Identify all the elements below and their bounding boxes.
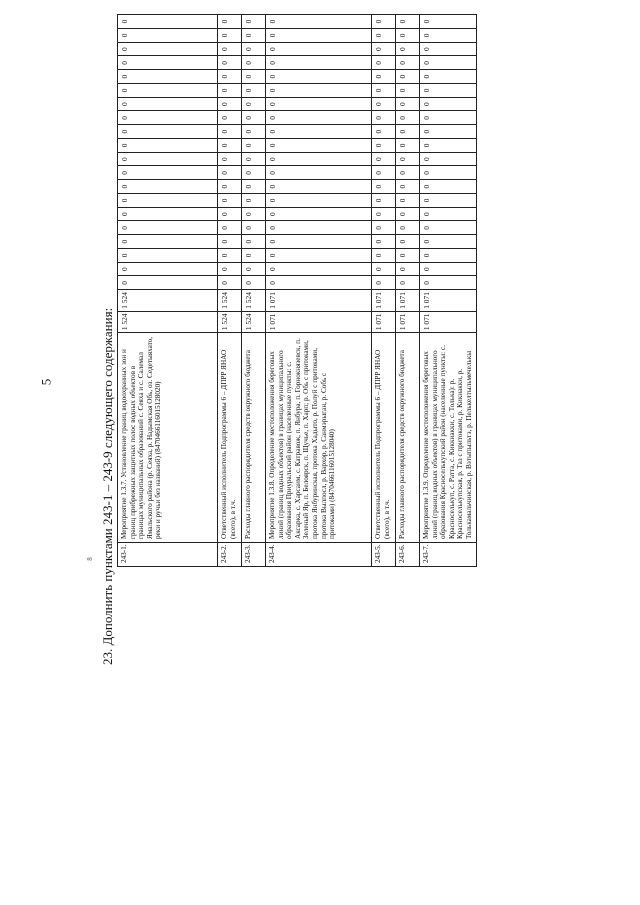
value-cell: 0 [118, 138, 217, 152]
value-cell: 0 [118, 152, 217, 166]
value-cell: 0 [420, 221, 476, 235]
value-cell: 0 [420, 138, 476, 152]
value-cell: 1 524 [244, 313, 253, 331]
row-values [118, 15, 218, 333]
value-cell: 0 [218, 193, 241, 207]
value-cell: 0 [372, 262, 395, 276]
value-cell: 0 [242, 152, 265, 166]
value-cell: 0 [266, 111, 371, 125]
value-cell: 1 071 [420, 290, 476, 311]
value-cell: 0 [420, 70, 476, 84]
value-cell: 0 [396, 97, 419, 111]
value-cell: 0 [372, 56, 395, 70]
table-row [420, 15, 477, 567]
value-cell: 0 [118, 276, 217, 290]
value-cell: 0 [218, 70, 241, 84]
page-number: 5 [38, 378, 54, 386]
value-cell: 0 [118, 193, 217, 207]
value-cell: 0 [420, 97, 476, 111]
value-cell: 0 [242, 15, 265, 28]
value-cell: 0 [218, 152, 241, 166]
value-cell: 0 [218, 83, 241, 97]
value-cell: 0 [118, 15, 217, 28]
value-cell: 0 [218, 276, 241, 290]
row-number: 243-4. [266, 543, 372, 567]
value-cell: 0 [420, 42, 476, 56]
value-cell: 0 [266, 42, 371, 56]
row-description: Расходы главного распорядителя средств окружного бюджета [396, 333, 420, 543]
value-cell: 1 071 [268, 313, 277, 331]
budget-table [117, 14, 477, 567]
row-values [218, 15, 242, 333]
table-row [218, 15, 242, 567]
value-cell: 0 [420, 180, 476, 194]
rotated-table-container [117, 15, 473, 567]
value-cell: 0 [396, 166, 419, 180]
value-cell: 0 [372, 97, 395, 111]
value-cell: 0 [218, 97, 241, 111]
section-heading: 23. Дополнить пунктами 243-1 – 243-9 следующего содержания: [100, 307, 115, 665]
value-cell: 0 [266, 56, 371, 70]
value-cell: 0 [118, 180, 217, 194]
row-description: Мероприятие 1.3.7. Установление границ водоохранных зон и границ прибрежных защитных полос водных объектов в границах муниципальных образований с. Сеяха и с. Салемал Ямальского района (р. Сеяха, р. Надымская Обь, оз. Седетыяхато, реки и ручьи без названий) (8470466116015128020) [118, 333, 218, 543]
value-cell: 0 [396, 70, 419, 84]
value-cell: 0 [242, 56, 265, 70]
value-cell: 0 [266, 28, 371, 42]
table-row [242, 15, 266, 567]
value-cell: 0 [266, 180, 371, 194]
row-number: 243-5. [372, 543, 396, 567]
table-row [266, 15, 372, 567]
value-cell: 0 [266, 221, 371, 235]
value-cell: 0 [242, 276, 265, 290]
value-cell: 0 [242, 166, 265, 180]
row-number: 243-2. [218, 543, 242, 567]
value-cell: 0 [118, 56, 217, 70]
row-values [396, 15, 420, 333]
value-cell: 0 [420, 262, 476, 276]
value-cell: 0 [266, 262, 371, 276]
value-cell: 0 [266, 248, 371, 262]
value-cell: 0 [396, 28, 419, 42]
value-cell: 0 [420, 15, 476, 28]
value-cell: 0 [218, 125, 241, 139]
value-cell: 0 [396, 111, 419, 125]
value-cell: 0 [242, 262, 265, 276]
value-cell: 0 [372, 207, 395, 221]
value-cell: 0 [118, 166, 217, 180]
value-cell: 0 [266, 235, 371, 249]
value-cell: 0 [396, 42, 419, 56]
value-cell: 0 [242, 193, 265, 207]
value-cell: 0 [266, 152, 371, 166]
value-cell: 0 [218, 28, 241, 42]
row-number: 243-3. [242, 543, 266, 567]
value-cell: 0 [266, 125, 371, 139]
value-cell: 0 [396, 276, 419, 290]
value-cell: 1 524 [218, 290, 241, 311]
value-cell: 0 [218, 56, 241, 70]
value-cell: 0 [396, 248, 419, 262]
value-cell: 0 [420, 276, 476, 290]
row-number: 243-1. [118, 543, 218, 567]
value-cell: 0 [242, 83, 265, 97]
value-cell: 0 [218, 180, 241, 194]
value-cell: 0 [396, 152, 419, 166]
value-cell: 0 [372, 111, 395, 125]
value-cell: 0 [396, 180, 419, 194]
value-cell: 0 [118, 221, 217, 235]
value-cell: 0 [372, 28, 395, 42]
row-values [372, 15, 396, 333]
value-cell: 0 [118, 235, 217, 249]
value-cell: 0 [396, 193, 419, 207]
value-cell: 0 [266, 70, 371, 84]
value-cell: 0 [242, 207, 265, 221]
value-cell: 0 [372, 248, 395, 262]
value-cell: 1 524 [242, 290, 265, 311]
value-cell: 0 [118, 42, 217, 56]
row-values [242, 15, 266, 333]
value-cell: 1 071 [422, 313, 431, 331]
value-cell: 0 [396, 56, 419, 70]
value-cell: 0 [218, 262, 241, 276]
value-cell: 0 [266, 83, 371, 97]
value-cell: 0 [118, 262, 217, 276]
row-number: 243-7. [420, 543, 477, 567]
value-cell: 0 [118, 248, 217, 262]
value-cell: 0 [420, 193, 476, 207]
page-stamp: 8 [85, 557, 94, 561]
value-cell: 0 [420, 166, 476, 180]
value-cell: 0 [266, 166, 371, 180]
value-cell: 0 [218, 138, 241, 152]
value-cell: 1 071 [372, 290, 395, 311]
value-cell: 0 [242, 138, 265, 152]
value-cell: 0 [420, 125, 476, 139]
value-cell: 0 [372, 138, 395, 152]
value-cell: 0 [372, 83, 395, 97]
row-description: Ответственный исполнитель Подпрограммы 6 – ДПРР ЯНАО (всего), в т.ч. [218, 333, 242, 543]
value-cell: 0 [420, 248, 476, 262]
value-cell: 0 [372, 152, 395, 166]
value-cell: 0 [242, 111, 265, 125]
value-cell: 0 [396, 83, 419, 97]
value-cell: 0 [396, 262, 419, 276]
value-cell: 0 [218, 207, 241, 221]
value-cell: 0 [372, 125, 395, 139]
row-description: Мероприятие 1.3.8. Определение местоположения береговых линий (границ водных объектов) в границах муниципального образования Приуральский район (населенные пункты: с. Аксарка, с. Харсаим, с. Катравож, п. Янбура, п. Горнокнязевск, п. Зеленый Яр, п. Белоярск, п. Щучье, п. Харп; р. Обь с притоками, протока Янбуринская, протока Хадыто, р. Полуй с притоками, протока Вылпосл, р. Вархор, р. Санмэрыган, р. Собь с притоками) (8470466116015128040) [266, 333, 372, 543]
value-cell: 0 [420, 28, 476, 42]
value-cell: 0 [118, 125, 217, 139]
value-cell: 0 [396, 207, 419, 221]
value-cell: 0 [242, 248, 265, 262]
value-cell: 0 [396, 235, 419, 249]
value-cell: 0 [242, 70, 265, 84]
value-cell: 0 [242, 28, 265, 42]
value-cell: 1 524 [118, 290, 217, 311]
value-cell: 0 [420, 56, 476, 70]
value-cell: 0 [242, 235, 265, 249]
value-cell: 0 [396, 221, 419, 235]
value-cell: 0 [266, 138, 371, 152]
value-cell: 0 [420, 83, 476, 97]
value-cell: 0 [242, 180, 265, 194]
value-cell: 0 [242, 221, 265, 235]
row-description: Расходы главного распорядителя средств окружного бюджета [242, 333, 266, 543]
value-cell: 1 524 [120, 313, 129, 331]
value-cell: 0 [372, 15, 395, 28]
value-cell: 0 [242, 97, 265, 111]
value-cell: 0 [372, 193, 395, 207]
value-cell: 0 [266, 207, 371, 221]
row-values [266, 15, 372, 333]
value-cell: 0 [242, 42, 265, 56]
value-cell: 0 [372, 276, 395, 290]
value-cell: 1 524 [220, 313, 229, 331]
table-row [372, 15, 396, 567]
value-cell: 0 [420, 152, 476, 166]
value-cell: 0 [372, 235, 395, 249]
row-number: 243-6. [396, 543, 420, 567]
row-description: Мероприятие 1.3.9. Определение местоположения береговых линий (границ водных объектов) в границах муниципального образования Красноселькупский район (населенные пункты: с. Красноселькуп, с. Ратта, с. Киккиакки, с. Толька): р. Красноселькупская, р. Таз с притоками, р. Кикиакки, р. Толькамальчинская, р. Вэтыпыльтэ, р. Пелькелтыльмечелькы [420, 333, 477, 543]
value-cell: 0 [420, 111, 476, 125]
table-row [396, 15, 420, 567]
value-cell: 1 071 [374, 313, 383, 331]
value-cell: 1 071 [266, 290, 371, 311]
value-cell: 0 [266, 276, 371, 290]
value-cell: 0 [372, 221, 395, 235]
table-row [118, 15, 218, 567]
value-cell: 0 [266, 15, 371, 28]
row-description: Ответственный исполнитель Подпрограммы 6 – ДПРР ЯНАО (всего), в т.ч. [372, 333, 396, 543]
value-cell: 0 [118, 28, 217, 42]
value-cell: 1 071 [396, 290, 419, 311]
value-cell: 0 [372, 166, 395, 180]
value-cell: 0 [372, 180, 395, 194]
value-cell: 0 [118, 83, 217, 97]
value-cell: 0 [218, 15, 241, 28]
value-cell: 0 [118, 207, 217, 221]
value-cell: 0 [372, 70, 395, 84]
value-cell: 0 [218, 235, 241, 249]
value-cell: 0 [118, 97, 217, 111]
value-cell: 0 [218, 248, 241, 262]
value-cell: 0 [396, 15, 419, 28]
row-values [420, 15, 477, 333]
value-cell: 0 [420, 207, 476, 221]
value-cell: 0 [118, 70, 217, 84]
value-cell: 0 [218, 166, 241, 180]
value-cell: 0 [266, 97, 371, 111]
value-cell: 0 [396, 138, 419, 152]
value-cell: 0 [396, 125, 419, 139]
value-cell: 0 [218, 221, 241, 235]
value-cell: 1 071 [398, 313, 407, 331]
value-cell: 0 [218, 111, 241, 125]
value-cell: 0 [266, 193, 371, 207]
value-cell: 0 [218, 42, 241, 56]
value-cell: 0 [242, 125, 265, 139]
value-cell: 0 [118, 111, 217, 125]
value-cell: 0 [372, 42, 395, 56]
value-cell: 0 [420, 235, 476, 249]
